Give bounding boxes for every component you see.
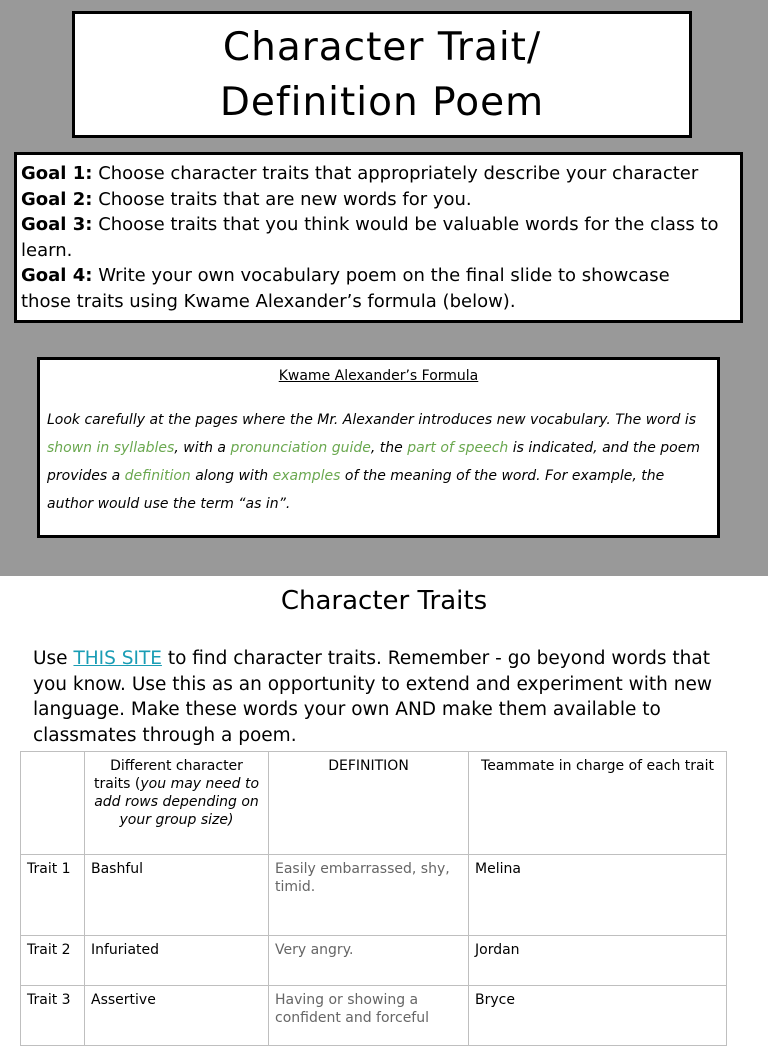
goal-text: Write your own vocabulary poem on the final slide to showcase	[98, 265, 670, 287]
trait-cell[interactable]: Bashful	[85, 855, 269, 936]
teammate-cell[interactable]: Melina	[469, 855, 727, 936]
goal-2	[21, 187, 743, 213]
row-label: Trait 2	[21, 936, 85, 986]
instructions-text: to find character traits. Remember - go beyond words that you know. Use this as an opportunity to extend and experiment with new language. Make these words your own AND make them available to classmates through a poem.	[33, 648, 712, 746]
goal-3	[21, 212, 743, 263]
header-text: Different character traits (	[93, 758, 243, 792]
formula-highlight: examples	[272, 468, 341, 484]
slide-2	[0, 576, 768, 1024]
traits-table	[20, 751, 727, 1046]
goal-1	[21, 161, 743, 187]
row-label: Trait 1	[21, 855, 85, 936]
formula-text: of the meaning of the word. For example, the author would use the term “as in”.	[47, 468, 665, 512]
formula-highlight: pronunciation guide	[230, 440, 371, 456]
this-site-link[interactable]: THIS SITE	[73, 648, 162, 669]
goal-label: Goal 3:	[21, 214, 93, 236]
table-row	[21, 986, 727, 1046]
definition-cell[interactable]: Having or showing a confident and forceful	[269, 986, 469, 1046]
goal-label: Goal 2:	[21, 188, 93, 210]
section-title: Character Traits	[280, 586, 488, 616]
header-cell-blank	[21, 752, 85, 855]
goal-text-overflow: those traits using Kwame Alexander’s formula (below).	[21, 290, 516, 312]
goals-list	[21, 161, 743, 315]
formula-highlight: definition	[124, 468, 191, 484]
formula-highlight: shown in syllables	[47, 440, 175, 456]
formula-highlight: part of speech	[407, 440, 509, 456]
trait-cell[interactable]: Infuriated	[85, 936, 269, 986]
header-text-italic: you may need to add rows depending on your group size)	[94, 776, 260, 828]
formula-text: , with a	[174, 440, 231, 456]
goal-label: Goal 1:	[21, 163, 93, 184]
goal-text: Choose traits that are new words for you.	[98, 188, 472, 210]
table-header-row	[21, 752, 727, 855]
row-label: Trait 3	[21, 986, 85, 1046]
title-line-1: Character Trait/	[222, 24, 542, 70]
formula-text: Look carefully at the pages where the Mr. Alexander introduces new vocabulary. The word is	[47, 412, 697, 428]
header-cell-definition: DEFINITION	[269, 752, 469, 855]
instructions-text: Use	[33, 648, 74, 669]
formula-text: is indicated, and the poem provides a	[47, 440, 700, 484]
formula-box	[37, 357, 720, 538]
definition-cell[interactable]: Easily embarrassed, shy, timid.	[269, 855, 469, 936]
teammate-cell[interactable]: Bryce	[469, 986, 727, 1046]
formula-text: , the	[370, 440, 408, 456]
table-row	[21, 855, 727, 936]
definition-cell[interactable]: Very angry.	[269, 936, 469, 986]
teammate-cell[interactable]: Jordan	[469, 936, 727, 986]
table-row	[21, 936, 727, 986]
instructions	[33, 646, 738, 748]
goal-text: Choose character traits that appropriately describe your character	[98, 163, 699, 184]
goal-label: Goal 4:	[21, 265, 93, 287]
header-cell-teammate: Teammate in charge of each trait	[469, 752, 727, 855]
header-cell-traits	[85, 752, 269, 855]
formula-title: Kwame Alexander’s Formula	[278, 368, 479, 384]
formula-body	[47, 406, 713, 518]
title-box	[72, 11, 692, 138]
goal-text: Choose traits that you think would be valuable words for the class to learn.	[21, 214, 719, 261]
formula-text: along with	[190, 468, 273, 484]
goal-4	[21, 263, 743, 314]
title-line-2: Definition Poem	[219, 79, 545, 125]
trait-cell[interactable]: Assertive	[85, 986, 269, 1046]
